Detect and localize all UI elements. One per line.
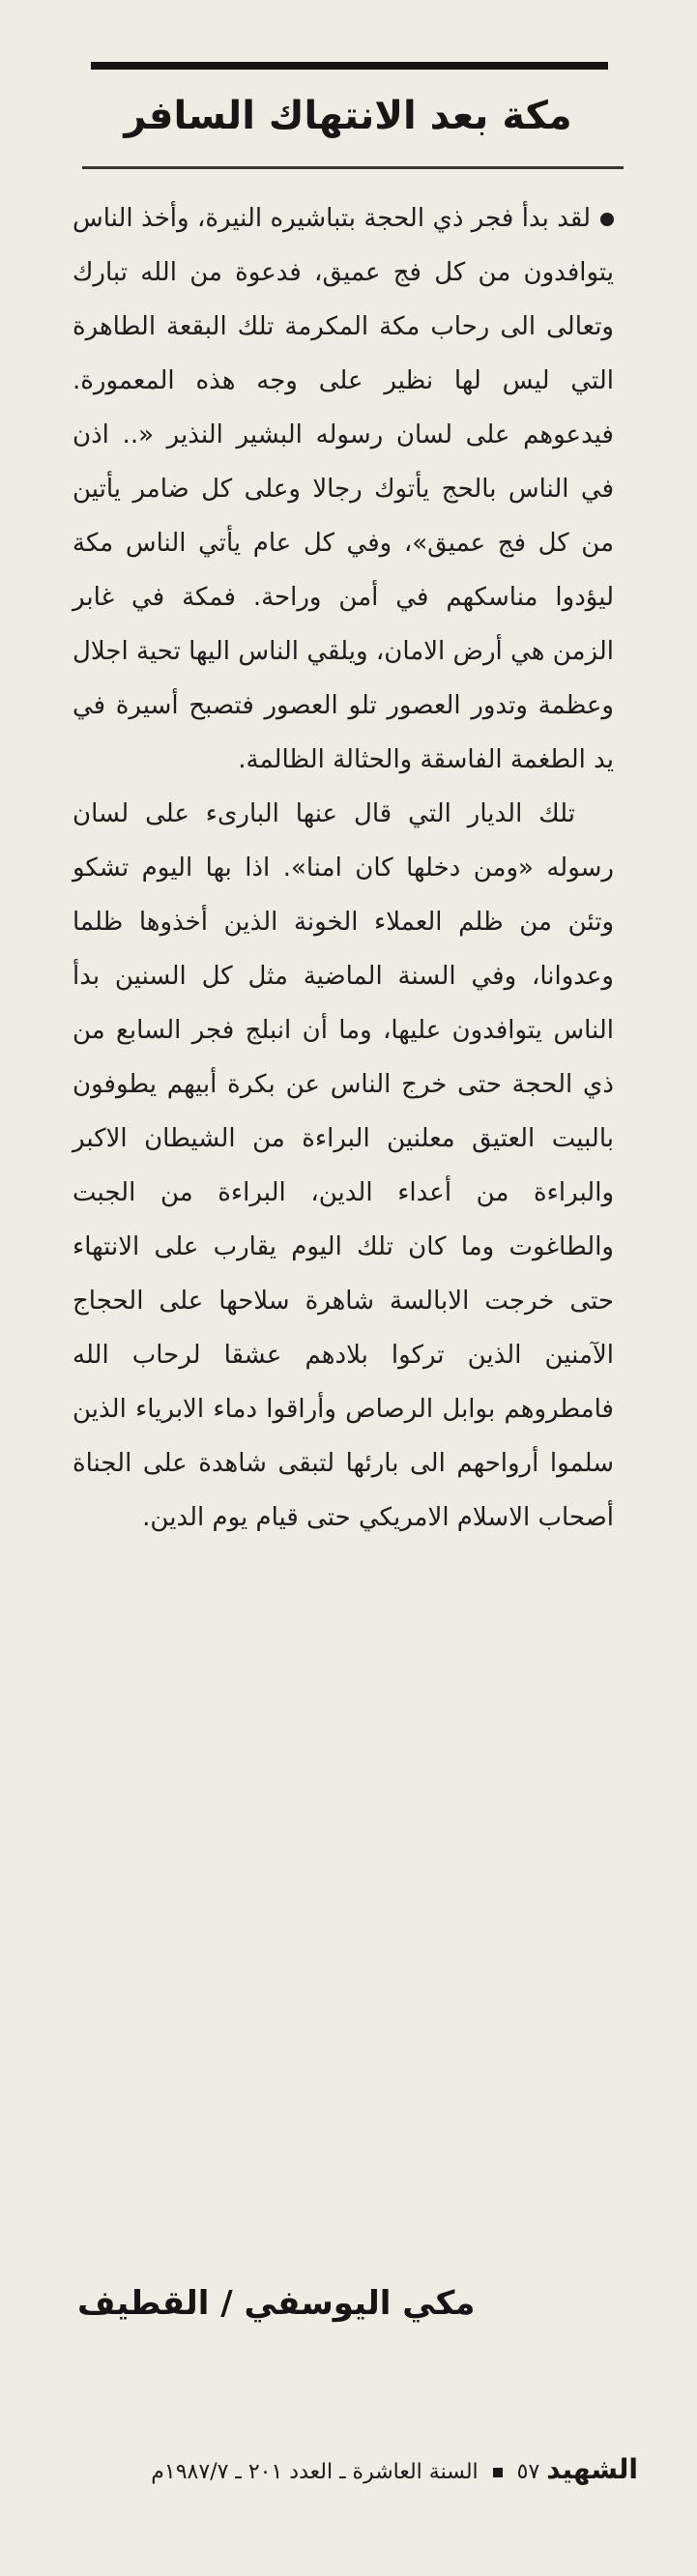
article-title: مكة بعد الانتهاك السافر (124, 94, 572, 138)
top-rule (91, 62, 608, 70)
page-number: ٥٧ (516, 2460, 540, 2484)
paragraph-1-text: لقد بدأ فجر ذي الحجة بتباشيره النيرة، وأخذ الناس يتوافدون من كل فج عميق، فدعوة من الله تبارك وتعالى الى رحاب مكة المكرمة تلك البقعة الطاهرة التي ليس لها نظير على وجه هذه المعمورة. فيدعوهم على لسان رسوله البشير النذير «.. اذن في الناس بالحج يأتوك رجالا وعلى كل ضامر يأتين من كل فج عميق»، وفي كل عام يأتي الناس مكة ليؤدوا مناسكهم في أمن وراحة. فمكة في غابر الزمن هي أرض الامان، ويلقي الناس اليها تحية اجلال وعظمة وتدور العصور تلو العصور فتصبح أسيرة في يد الطغمة الفاسقة والحثالة الظالمة. (73, 204, 614, 774)
title-underline (82, 166, 624, 169)
article-paragraph-2: تلك الديار التي قال عنها البارىء على لسان رسوله «ومن دخلها كان امنا». اذا بها اليوم تشكو وتئن من ظلم العملاء الخونة الذين أخذوها ظلما وعدوانا، وفي السنة الماضية مثل كل السنين بدأ الناس يتوافدون عليها، وما أن انبلج فجر السابع من ذي الحجة حتى خرج الناس عن بكرة أبيهم يطوفون بالبيت العتيق معلنين البراءة من الشيطان الاكبر والبراءة من أعداء الدين، البراءة من الجبت والطاغوت وما كان تلك اليوم يقارب على الانتهاء حتى خرجت الابالسة شاهرة سلاحها على الحجاج الآمنين الذين تركوا بلادهم عشقا لرحاب الله فامطروهم بوابل الرصاص وأراقوا دماء الابرياء الذين سلموا أرواحهم الى بارئها لتبقى شاهدة على الجناة أصحاب الاسلام الامريكي حتى قيام يوم الدين. (73, 799, 614, 1532)
page-footer (87, 2450, 638, 2492)
article-body (73, 191, 614, 1545)
dash-separator: ـ (339, 2460, 346, 2484)
article-paragraph-1 (73, 191, 614, 787)
date-info: العدد ٢٠١ ـ ١٩٨٧/٧م (151, 2460, 334, 2484)
author-signature: مكي اليوسفي / القطيف (77, 2284, 476, 2323)
magazine-name: الشهيد (546, 2453, 638, 2485)
square-separator-icon (493, 2468, 503, 2477)
issue-info: السنة العاشرة (352, 2460, 479, 2484)
bullet-icon (600, 213, 614, 226)
